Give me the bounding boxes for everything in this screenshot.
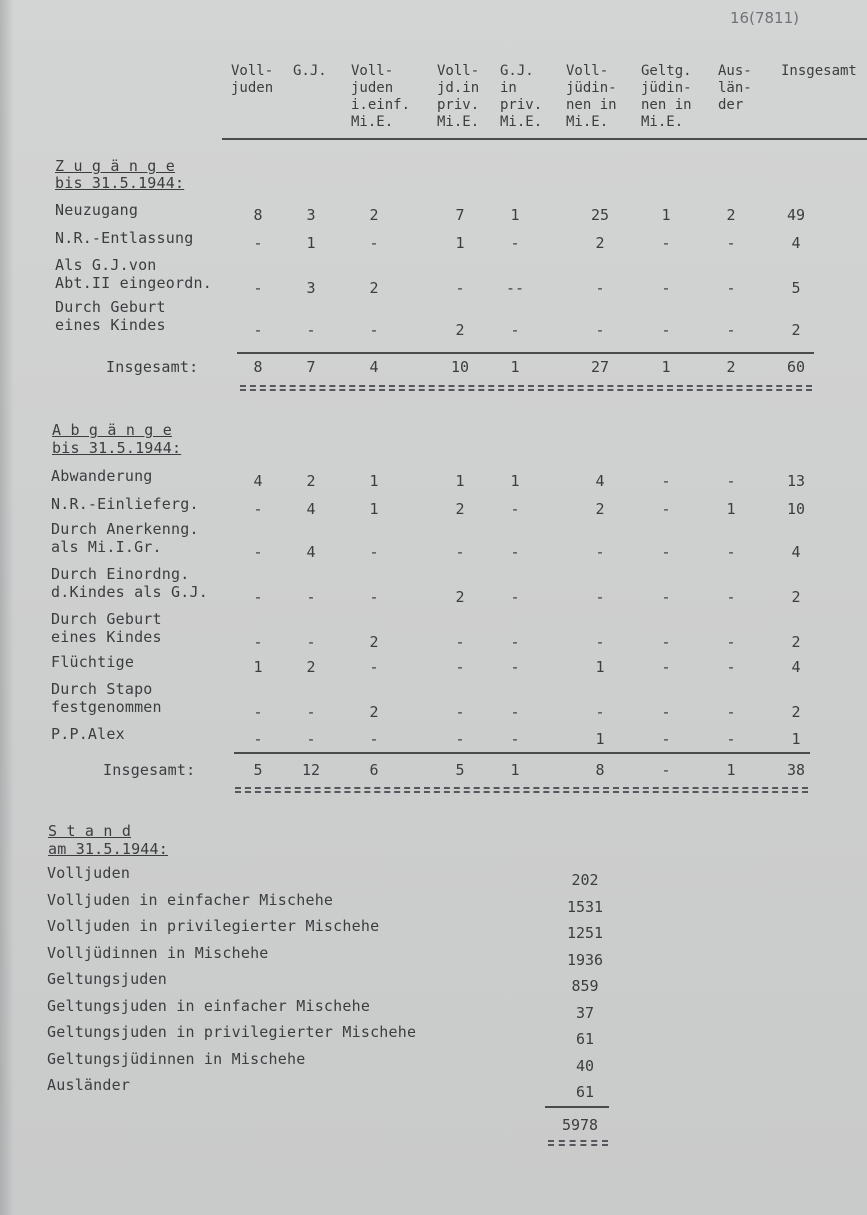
cell-value: 1 [253,658,263,676]
stand-label: Geltungsjuden [47,970,167,988]
cell-value: - [661,658,671,676]
column-header-line: i.einf. [351,97,411,113]
total-value: 5 [253,761,263,779]
total-label: Insgesamt: [106,358,199,376]
cell-value: 1 [306,234,316,252]
cell-value: 25 [590,206,610,224]
cell-value: - [595,588,605,606]
column-header-line: nen in [641,97,692,113]
cell-value: - [455,279,465,297]
cell-value: - [661,703,671,721]
cell-value: 2 [306,658,316,676]
cell-value: - [661,234,671,252]
cell-value: - [510,703,520,721]
cell-value: - [510,321,520,339]
stand-date: am 31.5.1944: [48,840,168,858]
total-value: 60 [786,358,806,376]
abgaenge-double-rule [235,787,808,789]
cell-value: - [661,730,671,748]
cell-value: - [369,234,379,252]
total-value: 1 [661,358,671,376]
cell-value: - [726,321,736,339]
total-value: 1 [726,761,736,779]
stand-total: 5978 [561,1116,599,1134]
cell-value: 1 [369,472,379,490]
cell-value: - [369,543,379,561]
archive-number: 16(7811) [730,9,799,27]
cell-value: - [510,633,520,651]
stand-double-rule-2 [548,1144,608,1146]
stand-label: Volljuden [47,864,131,882]
cell-value: 49 [786,206,806,224]
zugaenge-date: bis 31.5.1944: [55,174,185,192]
cell-value: 2 [455,321,465,339]
row-label: eines Kindes [51,628,162,646]
cell-value: - [726,543,736,561]
cell-value: - [726,633,736,651]
row-label: Durch Geburt [51,610,162,628]
total-label: Insgesamt: [103,761,196,779]
cell-value: - [595,633,605,651]
total-value: 27 [590,358,610,376]
cell-value: - [455,658,465,676]
abgaenge-double-rule-2 [235,791,808,793]
cell-value: 3 [306,206,316,224]
zugaenge-heading: Z u g ä n g e [55,157,175,175]
cell-value: - [726,279,736,297]
stand-value: 61 [575,1030,595,1048]
row-label: Abwanderung [51,467,153,485]
cell-value: 4 [791,543,801,561]
column-header-line: Geltg. [641,63,692,79]
column-header-line: Mi.E. [351,114,394,130]
total-value: 1 [510,358,520,376]
cell-value: - [510,588,520,606]
cell-value: 4 [306,543,316,561]
cell-value: 1 [455,234,465,252]
cell-value: 4 [253,472,263,490]
total-value: 1 [510,761,520,779]
total-value: 2 [726,358,736,376]
row-label: Abt.II eingeordn. [55,274,212,292]
stand-value: 1251 [566,924,604,942]
row-label: Durch Anerkenng. [51,520,199,538]
stand-value: 1936 [566,950,604,969]
cell-value: - [661,321,671,339]
column-header-line: Mi.E. [500,114,543,130]
stand-value: 1531 [566,897,604,916]
column-header-line: Voll- [351,63,394,79]
cell-value: - [253,588,263,606]
row-label: d.Kindes als G.J. [51,583,208,601]
cell-value: 2 [369,206,379,224]
cell-value: 2 [791,321,801,339]
cell-value: 2 [369,703,379,721]
cell-value: - [595,703,605,721]
cell-value: 1 [595,730,605,748]
total-value: 8 [595,761,605,779]
cell-value: - [253,321,263,339]
column-header-line: in [500,80,517,96]
cell-value: - [510,500,520,518]
stand-label: Ausländer [47,1076,131,1094]
cell-value: - [306,703,316,721]
cell-value: 2 [791,703,801,721]
column-header-line: nen in [566,97,617,113]
cell-value: 2 [595,500,605,518]
column-header-line: priv. [437,97,480,113]
cell-value: 10 [786,500,806,518]
row-label: N.R.-Entlassung [55,229,194,247]
cell-value: 4 [306,500,316,518]
cell-value: 2 [595,234,605,252]
column-header-line: juden [351,80,394,96]
abgaenge-date: bis 31.5.1944: [52,439,182,457]
total-value: - [661,761,671,779]
cell-value: - [726,234,736,252]
column-header-line: Aus- [718,63,752,79]
column-header-line: jd.in [437,80,480,96]
stand-heading: S t a n d [48,822,132,840]
row-label: Flüchtige [51,653,135,671]
cell-value: - [726,472,736,490]
stand-label: Volljüdinnen in Mischehe [47,943,269,962]
total-value: 5 [455,761,465,779]
cell-value: 1 [595,658,605,676]
cell-value: - [661,472,671,490]
stand-value: 40 [575,1056,595,1075]
column-header-line: jüdin- [566,80,617,96]
cell-value: - [510,543,520,561]
cell-value: - [253,730,263,748]
cell-value: 2 [791,588,801,606]
stand-label: Volljuden in einfacher Mischehe [47,890,334,909]
cell-value: 1 [510,206,520,224]
cell-value: - [595,543,605,561]
cell-value: 1 [455,472,465,490]
column-header-line: Insgesamt [781,63,857,79]
cell-value: - [253,234,263,252]
cell-value: - [369,658,379,676]
row-label: als Mi.I.Gr. [51,538,162,556]
cell-value: - [726,730,736,748]
cell-value: - [369,588,379,606]
cell-value: - [369,730,379,748]
stand-label: Geltungsjuden in privilegierter Mischehe [47,1023,417,1041]
row-label: Durch Einordng. [51,565,190,583]
cell-value: 2 [791,633,801,651]
cell-value: 2 [369,633,379,651]
cell-value: 1 [791,730,801,748]
cell-value: 3 [306,279,316,297]
total-value: 12 [301,761,321,779]
cell-value: - [253,279,263,297]
header-rule [222,138,867,140]
row-label: P.P.Alex [51,725,125,743]
total-value: 7 [306,358,316,376]
cell-value: - [661,279,671,297]
cell-value: - [306,588,316,606]
cell-value: - [661,588,671,606]
cell-value: - [455,703,465,721]
column-header-line: G.J. [293,63,327,79]
cell-value: 13 [786,472,806,490]
row-label: Neuzugang [55,201,139,219]
column-header-line: juden [231,80,274,96]
stand-value: 61 [575,1083,595,1101]
total-value: 4 [369,358,379,376]
total-value: 6 [369,761,379,779]
column-header-line: Mi.E. [566,114,609,130]
column-header-line: Voll- [231,63,274,79]
cell-value: 4 [791,234,801,252]
cell-value: -- [505,279,525,297]
zugaenge-total-rule [237,352,814,354]
cell-value: - [306,730,316,748]
column-header-line: G.J. [500,63,534,79]
column-header-line: Mi.E. [641,114,684,130]
cell-value: 1 [510,472,520,490]
cell-value: - [455,633,465,651]
row-label: Als G.J.von [55,256,157,274]
abgaenge-heading: A b g ä n g e [52,421,172,439]
cell-value: 5 [791,279,801,297]
cell-value: 1 [726,500,736,518]
stand-label: Volljuden in privilegierter Mischehe [47,917,380,935]
stand-label: Geltungsjuden in einfacher Mischehe [47,996,371,1015]
cell-value: 8 [253,206,263,224]
cell-value: - [726,658,736,676]
cell-value: - [253,633,263,651]
column-header-line: jüdin- [641,80,692,96]
cell-value: 2 [726,206,736,224]
cell-value: 7 [455,206,465,224]
column-header-line: Voll- [566,63,609,79]
total-value: 10 [450,358,470,376]
cell-value: 1 [369,500,379,518]
cell-value: - [661,633,671,651]
cell-value: - [510,234,520,252]
stand-value: 859 [571,977,599,995]
abgaenge-total-rule [234,752,810,754]
cell-value: 2 [455,500,465,518]
stand-double-rule [548,1140,608,1142]
row-label: eines Kindes [55,316,166,334]
cell-value: - [306,633,316,651]
row-label: festgenommen [51,698,162,716]
zugaenge-double-rule [240,385,812,387]
cell-value: - [510,730,520,748]
cell-value: - [595,321,605,339]
cell-value: 2 [455,588,465,606]
cell-value: 1 [661,206,671,224]
cell-value: - [455,730,465,748]
cell-value: - [253,703,263,721]
cell-value: - [726,703,736,721]
cell-value: 4 [595,472,605,490]
paper-edge-shadow [0,0,14,1215]
column-header-line: der [718,97,744,113]
row-label: N.R.-Einlieferg. [51,495,199,513]
stand-value: 202 [571,871,599,889]
row-label: Durch Stapo [51,680,153,698]
cell-value: - [726,588,736,606]
column-header-line: priv. [500,97,543,113]
cell-value: 4 [791,658,801,676]
column-header-line: Mi.E. [437,114,480,130]
stand-total-rule [545,1106,609,1108]
cell-value: - [510,658,520,676]
total-value: 38 [786,761,806,779]
column-header-line: Voll- [437,63,480,79]
zugaenge-double-rule-2 [240,389,812,391]
cell-value: - [369,321,379,339]
cell-value: - [455,543,465,561]
column-header-line: län- [718,80,752,96]
stand-label: Geltungsjüdinnen in Mischehe [47,1049,306,1068]
total-value: 8 [253,358,263,376]
cell-value: - [253,500,263,518]
cell-value: - [253,543,263,561]
stand-value: 37 [575,1003,595,1022]
row-label: Durch Geburt [55,298,166,316]
cell-value: - [661,500,671,518]
cell-value: - [306,321,316,339]
cell-value: 2 [369,279,379,297]
cell-value: 2 [306,472,316,490]
cell-value: - [661,543,671,561]
cell-value: - [595,279,605,297]
